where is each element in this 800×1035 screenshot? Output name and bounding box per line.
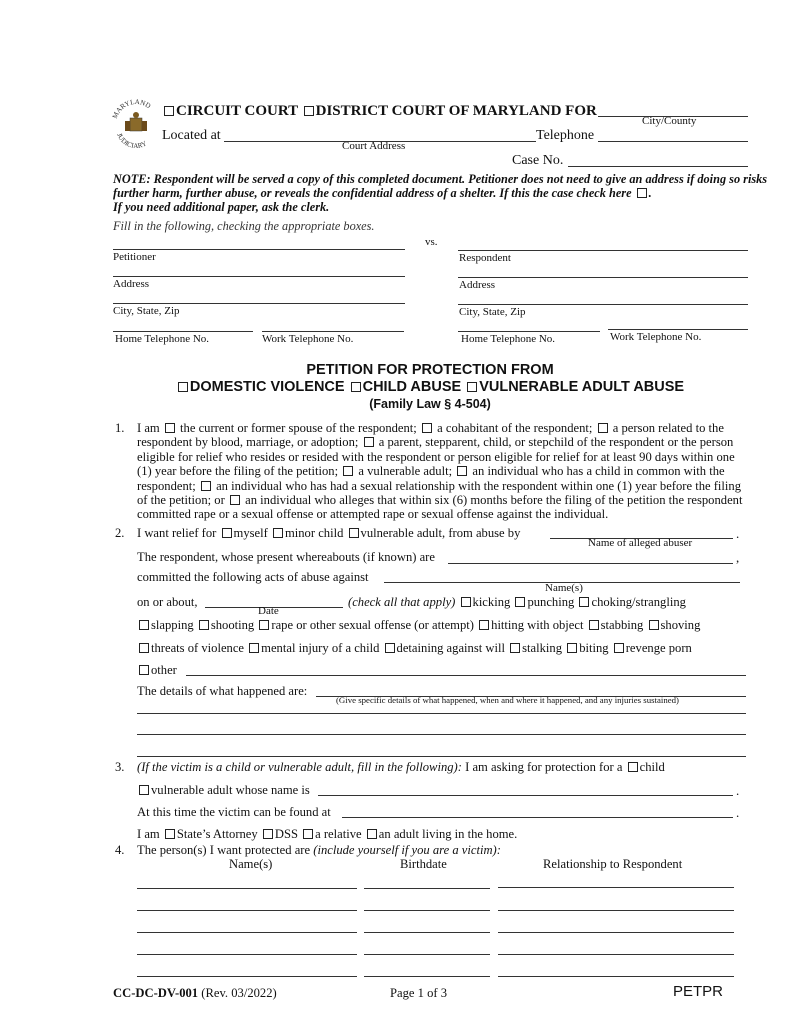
abuser-period: . bbox=[736, 526, 740, 541]
person-birthdate-field[interactable] bbox=[364, 910, 490, 911]
date-caption: Date bbox=[258, 605, 279, 617]
district-court-label: DISTRICT COURT OF MARYLAND FOR bbox=[315, 103, 597, 119]
petitioner-city-caption: City, State, Zip bbox=[113, 305, 180, 317]
revenge-porn-label: revenge porn bbox=[625, 641, 692, 655]
note-line-1: NOTE: Respondent will be served a copy of this completed document. Petitioner does not need to give an address if doing so risks bbox=[113, 172, 768, 186]
vulnerable-adult-abuse-checkbox[interactable] bbox=[467, 382, 477, 392]
stalking-label: stalking bbox=[522, 641, 563, 655]
stabbing-checkbox[interactable] bbox=[589, 620, 599, 630]
relief-line bbox=[137, 526, 520, 541]
section-3-intro bbox=[137, 760, 665, 775]
form-revision: (Rev. 03/2022) bbox=[201, 986, 277, 1000]
family-law-citation: (Family Law § 4-504) bbox=[369, 397, 491, 411]
case-no-field[interactable] bbox=[568, 166, 748, 167]
acts-row-3 bbox=[137, 641, 692, 656]
person-relationship-field[interactable] bbox=[498, 954, 734, 955]
form-code: PETPR bbox=[673, 983, 724, 1000]
spouse-checkbox[interactable] bbox=[165, 423, 175, 433]
person-name-field[interactable] bbox=[137, 954, 357, 955]
relative-checkbox[interactable] bbox=[303, 829, 313, 839]
mental-injury-label: mental injury of a child bbox=[261, 641, 380, 655]
city-county-caption: City/County bbox=[642, 115, 697, 127]
stalking-checkbox[interactable] bbox=[510, 643, 520, 653]
sexual-relationship-label: an individual who has had a sexual relationship with the respondent within one (1) year before the filing of the petition; or bbox=[137, 478, 742, 508]
relative-label: a relative bbox=[315, 827, 362, 841]
domestic-violence-checkbox[interactable] bbox=[178, 382, 188, 392]
shoving-checkbox[interactable] bbox=[649, 620, 659, 630]
district-court-checkbox[interactable] bbox=[304, 106, 314, 116]
person-relationship-field[interactable] bbox=[498, 887, 734, 888]
victim-location-field[interactable] bbox=[342, 817, 733, 818]
petitioner-caption: Petitioner bbox=[113, 251, 156, 263]
svg-text:MARYLAND bbox=[111, 98, 152, 120]
section-4-number: 4. bbox=[115, 843, 125, 857]
protect-child-checkbox[interactable] bbox=[628, 762, 638, 772]
petitioner-work-phone-field[interactable] bbox=[262, 331, 404, 332]
section-3-number: 3. bbox=[115, 760, 125, 774]
section-4-lead-italic: (include yourself if you are a victim): bbox=[313, 843, 501, 857]
protect-vulnerable-adult-label: vulnerable adult whose name is bbox=[151, 783, 310, 797]
vs-label: vs. bbox=[425, 236, 438, 248]
section-4-lead: The person(s) I want protected are bbox=[137, 843, 311, 857]
whereabouts-comma: , bbox=[736, 550, 740, 565]
child-abuse-checkbox[interactable] bbox=[351, 382, 361, 392]
details-field-line-2[interactable] bbox=[137, 713, 746, 714]
detaining-checkbox[interactable] bbox=[385, 643, 395, 653]
dss-label: DSS bbox=[274, 827, 298, 841]
petitioner-name-field[interactable] bbox=[113, 249, 405, 250]
note-line-2 bbox=[113, 186, 652, 201]
acts-row-2 bbox=[137, 618, 700, 633]
alleged-abuser-caption: Name of alleged abuser bbox=[588, 537, 693, 549]
cohabitant-checkbox[interactable] bbox=[422, 423, 432, 433]
choking-label: choking/strangling bbox=[591, 595, 686, 609]
located-at-label: Located at bbox=[162, 128, 221, 143]
details-field-line-4[interactable] bbox=[137, 756, 746, 757]
threats-label: threats of violence bbox=[151, 641, 245, 655]
mental-injury-checkbox[interactable] bbox=[249, 643, 259, 653]
shoving-label: shoving bbox=[660, 618, 701, 632]
hitting-with-object-label: hitting with object bbox=[491, 618, 584, 632]
states-attorney-checkbox[interactable] bbox=[165, 829, 175, 839]
person-name-field[interactable] bbox=[137, 888, 357, 889]
hitting-with-object-checkbox[interactable] bbox=[479, 620, 489, 630]
biting-checkbox[interactable] bbox=[567, 643, 577, 653]
on-or-about-label: on or about, bbox=[137, 595, 198, 609]
section-2-number: 2. bbox=[115, 526, 125, 540]
respondent-address-caption: Address bbox=[459, 279, 496, 291]
protect-child-label: child bbox=[639, 760, 665, 774]
filer-role-lead: I am bbox=[137, 827, 160, 841]
vulnerable-adult-abuse-label: VULNERABLE ADULT ABUSE bbox=[479, 379, 685, 395]
section-3-intro-rest: I am asking for protection for a bbox=[465, 760, 623, 774]
dss-checkbox[interactable] bbox=[263, 829, 273, 839]
spouse-label: the current or former spouse of the respondent; bbox=[180, 421, 417, 435]
petition-type-options bbox=[0, 379, 800, 395]
person-name-field[interactable] bbox=[137, 910, 357, 911]
shooting-label: shooting bbox=[210, 618, 255, 632]
case-no-label: Case No. bbox=[512, 153, 564, 168]
revenge-porn-checkbox[interactable] bbox=[614, 643, 624, 653]
respondent-city-field[interactable] bbox=[458, 304, 748, 305]
court-address-caption: Court Address bbox=[342, 140, 406, 152]
detaining-label: detaining against will bbox=[396, 641, 505, 655]
court-selection-line bbox=[162, 103, 597, 120]
person-birthdate-field[interactable] bbox=[364, 976, 490, 977]
threats-checkbox[interactable] bbox=[139, 643, 149, 653]
section-1-number: 1. bbox=[115, 421, 125, 435]
petitioner-work-phone-caption: Work Telephone No. bbox=[262, 333, 354, 345]
acts-row-1 bbox=[348, 595, 686, 610]
cohabitant-label: a cohabitant of the respondent; bbox=[437, 421, 593, 435]
person-name-field[interactable] bbox=[137, 976, 357, 977]
parent-child-checkbox[interactable] bbox=[364, 437, 374, 447]
circuit-court-label: CIRCUIT COURT bbox=[176, 103, 298, 119]
relief-vulnerable-adult-label: vulnerable adult, from abuse by bbox=[360, 526, 521, 540]
child-in-common-checkbox[interactable] bbox=[457, 466, 467, 476]
shooting-checkbox[interactable] bbox=[199, 620, 209, 630]
relief-vulnerable-adult-checkbox[interactable] bbox=[349, 528, 359, 538]
details-label: The details of what happened are: bbox=[137, 684, 308, 698]
victim-location-period: . bbox=[736, 805, 740, 820]
protect-vulnerable-adult-checkbox[interactable] bbox=[139, 785, 149, 795]
respondent-home-phone-caption: Home Telephone No. bbox=[461, 333, 556, 345]
seal-top-text: MARYLAND bbox=[110, 98, 153, 120]
other-act-field[interactable] bbox=[186, 675, 746, 676]
domestic-violence-label: DOMESTIC VIOLENCE bbox=[189, 379, 345, 395]
kicking-checkbox[interactable] bbox=[461, 597, 471, 607]
note-line-2-text: further harm, further abuse, or reveals the confidential address of a shelter. If this the case check here bbox=[113, 186, 632, 200]
page-number: Page 1 of 3 bbox=[390, 986, 448, 1000]
petitioner-home-phone-caption: Home Telephone No. bbox=[115, 333, 210, 345]
person-relationship-field[interactable] bbox=[498, 910, 734, 911]
victim-name-field[interactable] bbox=[318, 795, 733, 796]
kicking-label: kicking bbox=[472, 595, 511, 609]
details-field-line-3[interactable] bbox=[137, 734, 746, 735]
confidential-address-checkbox[interactable] bbox=[637, 188, 647, 198]
details-caption: (Give specific details of what happened, when and where it happened, and any injuries sustained) bbox=[336, 695, 679, 705]
petition-title: PETITION FOR PROTECTION FROM bbox=[306, 362, 554, 378]
section-1-relationship bbox=[137, 421, 752, 522]
respondent-name-field[interactable] bbox=[458, 250, 748, 251]
fill-instruction: Fill in the following, checking the appropriate boxes. bbox=[113, 219, 375, 233]
column-birthdate: Birthdate bbox=[400, 857, 447, 871]
parent-child-label: a parent, stepparent, child, or stepchild of the respondent or the person eligible for relief who resides or resided with the respondent or person eligible for relief for at least 90 days within one (1) year before the filing of the petition; bbox=[137, 435, 735, 479]
section-1-lead: I am bbox=[137, 421, 160, 435]
petitioner-address-field[interactable] bbox=[113, 276, 405, 277]
slapping-checkbox[interactable] bbox=[139, 620, 149, 630]
victim-location-label: At this time the victim can be found at bbox=[137, 805, 331, 819]
states-attorney-label: State’s Attorney bbox=[176, 827, 258, 841]
respondent-caption: Respondent bbox=[459, 252, 511, 264]
names-caption: Name(s) bbox=[545, 582, 583, 594]
person-relationship-field[interactable] bbox=[498, 932, 734, 933]
petitioner-city-field[interactable] bbox=[113, 303, 405, 304]
vulnerable-adult-checkbox[interactable] bbox=[343, 466, 353, 476]
child-in-common-label: an individual who has a child in common with the respondent; bbox=[137, 464, 725, 493]
vulnerable-adult-label: a vulnerable adult; bbox=[358, 464, 453, 479]
column-relationship: Relationship to Respondent bbox=[543, 857, 683, 871]
whereabouts-label: The respondent, whose present whereabouts (if known) are bbox=[137, 550, 435, 564]
form-id-line bbox=[113, 986, 277, 1001]
column-names: Name(s) bbox=[229, 857, 273, 871]
telephone-label: Telephone bbox=[536, 128, 595, 143]
petitioner-home-phone-field[interactable] bbox=[113, 331, 253, 332]
vulnerable-adult-name-line bbox=[137, 783, 310, 798]
respondent-address-field[interactable] bbox=[458, 277, 748, 278]
victim-name-period: . bbox=[736, 783, 740, 798]
svg-text:JUDICIARY bbox=[115, 132, 148, 150]
rape-label: rape or other sexual offense (or attempt) bbox=[271, 618, 474, 632]
check-all-note: (check all that apply) bbox=[348, 595, 456, 609]
sexual-relationship-checkbox[interactable] bbox=[201, 481, 211, 491]
alleged-offense-label: an individual who alleges that within six (6) months before the filing of the petition the respondent committed rape or a sexual offense or attempted rape or sexual offense against the individual. bbox=[137, 493, 743, 522]
circuit-court-checkbox[interactable] bbox=[164, 106, 174, 116]
relief-myself-checkbox[interactable] bbox=[222, 528, 232, 538]
person-name-field[interactable] bbox=[137, 932, 357, 933]
other-act-checkbox[interactable] bbox=[139, 665, 149, 675]
child-abuse-label: CHILD ABUSE bbox=[362, 379, 462, 395]
person-relationship-field[interactable] bbox=[498, 976, 734, 977]
adult-in-home-label: an adult living in the home. bbox=[378, 827, 518, 841]
stabbing-label: stabbing bbox=[600, 618, 644, 632]
punching-checkbox[interactable] bbox=[515, 597, 525, 607]
respondent-work-phone-field[interactable] bbox=[608, 329, 748, 330]
relief-minor-child-checkbox[interactable] bbox=[273, 528, 283, 538]
respondent-work-phone-caption: Work Telephone No. bbox=[610, 331, 702, 343]
filer-role-line bbox=[137, 827, 517, 842]
petitioner-address-caption: Address bbox=[113, 278, 150, 290]
adult-in-home-checkbox[interactable] bbox=[367, 829, 377, 839]
maryland-judiciary-seal bbox=[110, 98, 162, 152]
court-telephone-field[interactable] bbox=[598, 141, 748, 142]
note-line-3: If you need additional paper, ask the clerk. bbox=[113, 200, 330, 214]
whereabouts-field[interactable] bbox=[448, 563, 733, 564]
note-period: . bbox=[648, 186, 652, 200]
rape-checkbox[interactable] bbox=[259, 620, 269, 630]
person-birthdate-field[interactable] bbox=[364, 888, 490, 889]
respondent-city-caption: City, State, Zip bbox=[459, 306, 526, 318]
choking-checkbox[interactable] bbox=[579, 597, 589, 607]
respondent-home-phone-field[interactable] bbox=[458, 331, 600, 332]
related-person-label: a person related to the respondent by blood, marriage, or adoption; bbox=[137, 421, 724, 450]
related-person-checkbox[interactable] bbox=[598, 423, 608, 433]
person-birthdate-field[interactable] bbox=[364, 932, 490, 933]
slapping-label: slapping bbox=[151, 618, 194, 632]
relief-myself-label: myself bbox=[233, 526, 268, 540]
section-4-intro bbox=[137, 843, 501, 858]
section-3-intro-italic: (If the victim is a child or vulnerable adult, fill in the following): bbox=[137, 760, 462, 774]
punching-label: punching bbox=[527, 595, 575, 609]
alleged-offense-checkbox[interactable] bbox=[230, 495, 240, 505]
seal-bottom-text: JUDICIARY bbox=[115, 131, 148, 151]
committed-acts-label: committed the following acts of abuse against bbox=[137, 570, 369, 584]
other-act-line bbox=[137, 663, 177, 678]
person-birthdate-field[interactable] bbox=[364, 954, 490, 955]
form-id: CC-DC-DV-001 bbox=[113, 986, 199, 1000]
relief-lead: I want relief for bbox=[137, 526, 217, 540]
other-act-label: other bbox=[151, 663, 177, 677]
biting-label: biting bbox=[579, 641, 609, 655]
relief-minor-child-label: minor child bbox=[284, 526, 344, 540]
